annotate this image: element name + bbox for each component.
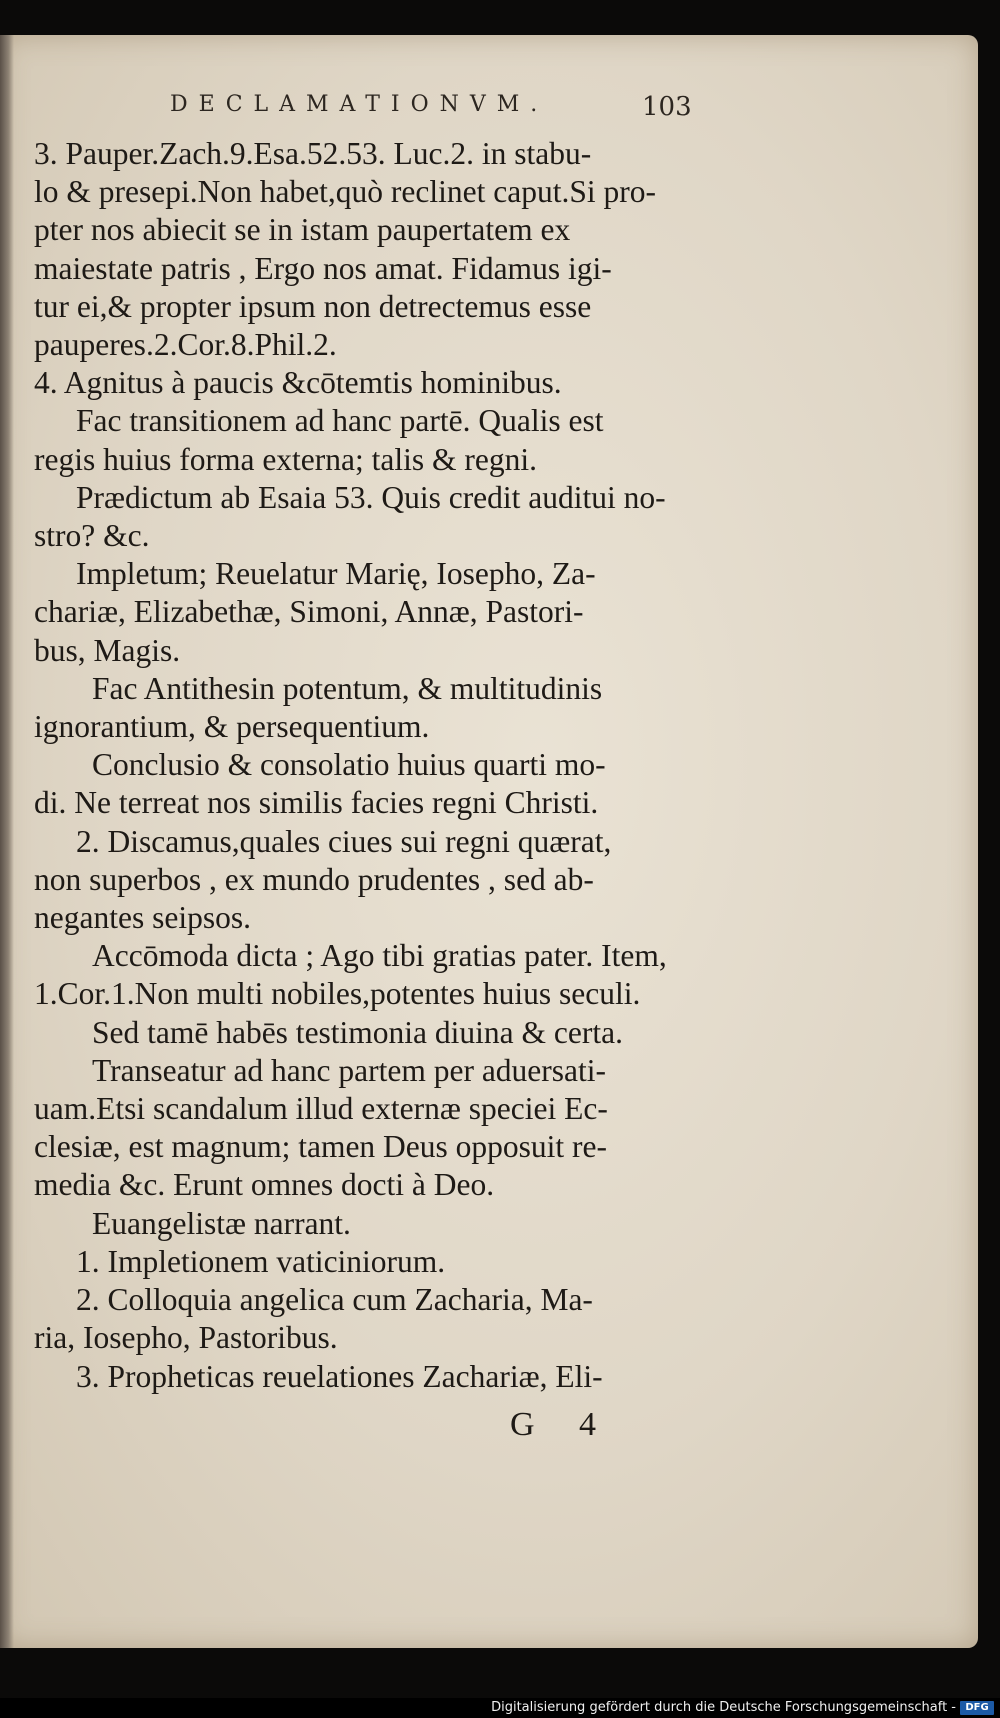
- text-line: regis huius forma externa; talis & regni.: [34, 441, 537, 477]
- text-line: non superbos , ex mundo prudentes , sed ab-: [34, 861, 594, 897]
- text-line: 1.Cor.1.Non multi nobiles,potentes huius seculi.: [34, 976, 641, 1012]
- text-line: 3. Propheticas reuelationes Zachariæ, Eli-: [76, 1358, 603, 1394]
- text-line: Accōmoda dicta ; Ago tibi gratias pater. Item,: [92, 938, 667, 974]
- text-line: Impletum; Reuelatur Marię, Iosepho, Za-: [76, 556, 596, 592]
- text-line: Transeatur ad hanc partem per aduersati-: [92, 1052, 606, 1088]
- text-line: Conclusio & consolatio huius quarti mo-: [92, 747, 606, 783]
- signature-mark: G 4: [510, 1406, 615, 1443]
- text-line: 1. Impletionem vaticiniorum.: [76, 1243, 446, 1279]
- text-line: maiestate patris , Ergo nos amat. Fidamus igi-: [34, 250, 612, 286]
- text-line: pauperes.2.Cor.8.Phil.2.: [34, 327, 337, 363]
- text-line: pter nos abiecit se in istam paupertatem ex: [34, 212, 571, 248]
- text-line: Prædictum ab Esaia 53. Quis credit auditui no-: [76, 479, 666, 515]
- text-line: 2. Colloquia angelica cum Zacharia, Ma-: [76, 1282, 593, 1318]
- text-line: stro? &c.: [34, 518, 150, 554]
- text-line: chariæ, Elizabethæ, Simoni, Annæ, Pastori-: [34, 594, 584, 630]
- text-line: Fac transitionem ad hanc partē. Qualis est: [76, 403, 604, 439]
- text-line: 3. Pauper.Zach.9.Esa.52.53. Luc.2. in stabu-: [34, 136, 592, 171]
- dfg-logo: DFG: [960, 1701, 994, 1715]
- text-line: uam.Etsi scandalum illud externæ speciei Ec-: [34, 1091, 608, 1127]
- page-gutter-shadow: [0, 35, 14, 1648]
- text-line: Euangelistæ narrant.: [92, 1205, 351, 1241]
- text-line: di. Ne terreat nos similis facies regni Christi.: [34, 785, 599, 821]
- text-line: clesiæ, est magnum; tamen Deus opposuit re-: [34, 1129, 608, 1165]
- text-line: ignorantium, & persequentium.: [34, 709, 430, 745]
- text-line: ria, Iosepho, Pastoribus.: [34, 1320, 338, 1356]
- page-number: 103: [642, 92, 692, 122]
- funding-credit: Digitalisierung gefördert durch die Deutsche Forschungsgemeinschaft -: [491, 1700, 956, 1715]
- text-line: 2. Discamus,quales ciues sui regni quærat,: [76, 823, 612, 859]
- footer-bar: [0, 1698, 1000, 1718]
- running-head: DECLAMATIONVM.: [170, 92, 549, 117]
- page-body-text: [34, 135, 699, 1396]
- text-line: negantes seipsos.: [34, 900, 251, 936]
- text-line: 4. Agnitus à paucis &cōtemtis hominibus.: [34, 365, 562, 401]
- text-line: Fac Antithesin potentum, & multitudinis: [92, 670, 603, 706]
- text-line: Sed tamē habēs testimonia diuina & certa.: [92, 1014, 623, 1050]
- text-line: tur ei,& propter ipsum non detrectemus esse: [34, 288, 592, 324]
- text-line: media &c. Erunt omnes docti à Deo.: [34, 1167, 495, 1203]
- text-line: lo & presepi.Non habet,quò reclinet caput.Si pro-: [34, 174, 656, 210]
- text-line: bus, Magis.: [34, 632, 181, 668]
